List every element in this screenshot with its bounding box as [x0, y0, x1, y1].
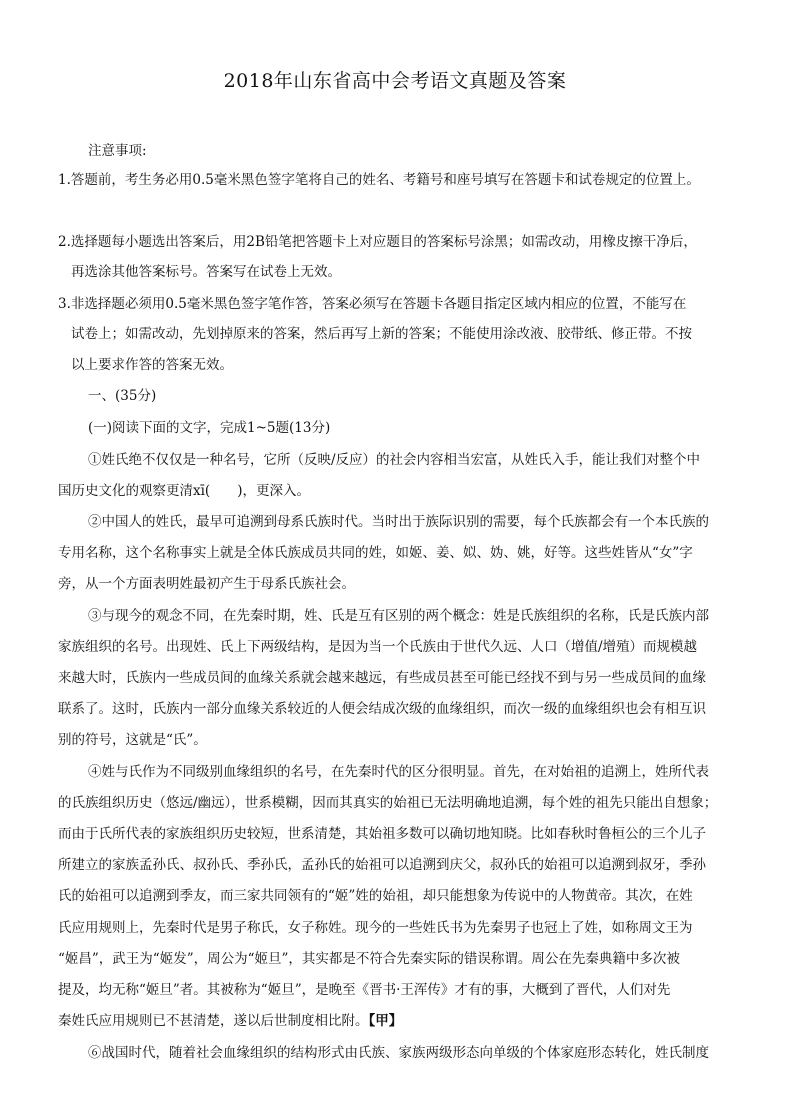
- passage-line: ③与现今的观念不同，在先秦时期，姓、氏是互有区别的两个概念：姓是氏族组织的名称，氏是氏族内部: [88, 608, 709, 624]
- passage-line: ②中国人的姓氏，最早可追溯到母系氏族时代。当时出于族际识别的需要，每个氏族都会有一个本氏族的: [88, 514, 709, 530]
- passage-line: 旁，从一个方面表明姓最初产生于母系氏族社会。: [58, 576, 355, 592]
- marker-jia: 【甲】: [368, 1013, 403, 1029]
- notice-item-3-cont-2: 以上要求作答的答案无效。: [71, 357, 233, 373]
- notice-item-2: 2.选择题每小题选出答案后，用2B铅笔把答题卡上对应题目的答案标号涂黑；如需改动，用橡皮擦干净后，: [58, 234, 697, 250]
- notice-item-3: 3.非选择题必须用0.5毫米黑色签字笔作答，答案必须写在答题卡各题目指定区域内相应的位置，不能写在: [58, 296, 687, 312]
- notice-item-2-cont: 再选涂其他答案标号。答案写在试卷上无效。: [71, 264, 341, 280]
- notice-heading: 注意事项:: [88, 143, 147, 159]
- passage-line: “姬昌”，武王为“姬发”，周公为“姬旦”，其实都是不符合先秦实际的错误称谓。周公在先秦典籍中多次被: [58, 951, 680, 967]
- passage-line: 国历史文化的观察更清xī( )，更深入。: [58, 483, 310, 499]
- section-heading: 一、(35分): [88, 388, 157, 404]
- passage-line: 氏应用规则上，先秦时代是男子称氏，女子称姓。现今的一些姓氏书为先秦男子也冠上了姓，如称周文王为: [58, 920, 693, 936]
- passage-line: 联系了。这时，氏族内一部分血缘关系较近的人便会结成次级的血缘组织，而次一级的血缘组织也会有相互识: [58, 701, 706, 717]
- notice-item-1: 1.答题前，考生务必用0.5毫米黑色签字笔将自己的姓名、考籍号和座号填写在答题卡和试卷规定的位置上。: [58, 172, 700, 188]
- passage-line: ④姓与氏作为不同级别血缘组织的名号，在先秦时代的区分很明显。首先，在对始祖的追溯上，姓所代表: [88, 764, 709, 780]
- document-title: 2018年山东省高中会考语文真题及答案: [223, 70, 567, 92]
- notice-item-3-cont: 试卷上；如需改动，先划掉原来的答案，然后再写上新的答案；不能使用涂改液、胶带纸、修正带。不按: [71, 326, 692, 342]
- passage-line: 别的符号，这就是“氏”。: [58, 732, 207, 748]
- passage-line: 专用名称，这个名称事实上就是全体氏族成员共同的姓，如姬、姜、姒、妫、姚，好等。这些姓皆从“女”字: [58, 545, 693, 561]
- passage-line: ⑥战国时代，随着社会血缘组织的结构形式由氏族、家族两级形态向单级的个体家庭形态转化，姓氏制度: [88, 1045, 709, 1061]
- passage-line-with-marker: [58, 1011, 402, 1031]
- passage-line: ①姓氏绝不仅仅是一种名号，它所（反映/反应）的社会内容相当宏富，从姓氏入手，能让我们对整个中: [88, 452, 701, 468]
- passage-line: 家族组织的名号。出现姓、氏上下两级结构，是因为当一个氏族由于世代久远、人口（增值/增殖）而规模越: [58, 639, 698, 655]
- passage-line: 来越大时，氏族内一些成员间的血缘关系就会越来越远，有些成员甚至可能已经找不到与另一些成员间的血缘: [58, 670, 706, 686]
- passage-line: 而由于氏所代表的家族组织历史较短，世系清楚，其始祖多数可以确切地知晓。比如春秋时鲁桓公的三个儿子: [58, 826, 706, 842]
- passage-line: 氏的始祖可以追溯到季友，而三家共同领有的“姬”姓的始祖，却只能想象为传说中的人物黄帝。其次，在姓: [58, 888, 693, 904]
- subsection-heading: (一)阅读下面的文字，完成1~5题(13分): [88, 420, 331, 436]
- passage-line: 所建立的家族孟孙氏、叔孙氏、季孙氏，孟孙氏的始祖可以追溯到庆父，叔孙氏的始祖可以追溯到叔牙，季孙: [58, 857, 706, 873]
- passage-text: 秦姓氏应用规则已不甚清楚，遂以后世制度相比附。: [58, 1013, 369, 1029]
- passage-line: 的氏族组织历史（悠远/幽远），世系模糊，因而其真实的始祖已无法明确地追溯，每个姓的祖先只能出自想象；: [58, 795, 718, 811]
- passage-line: 提及，均无称“姬旦”者。其被称为“姬旦”，是晚至《晋书·王浑传》才有的事，大概到了晋代，人们对先: [58, 982, 671, 998]
